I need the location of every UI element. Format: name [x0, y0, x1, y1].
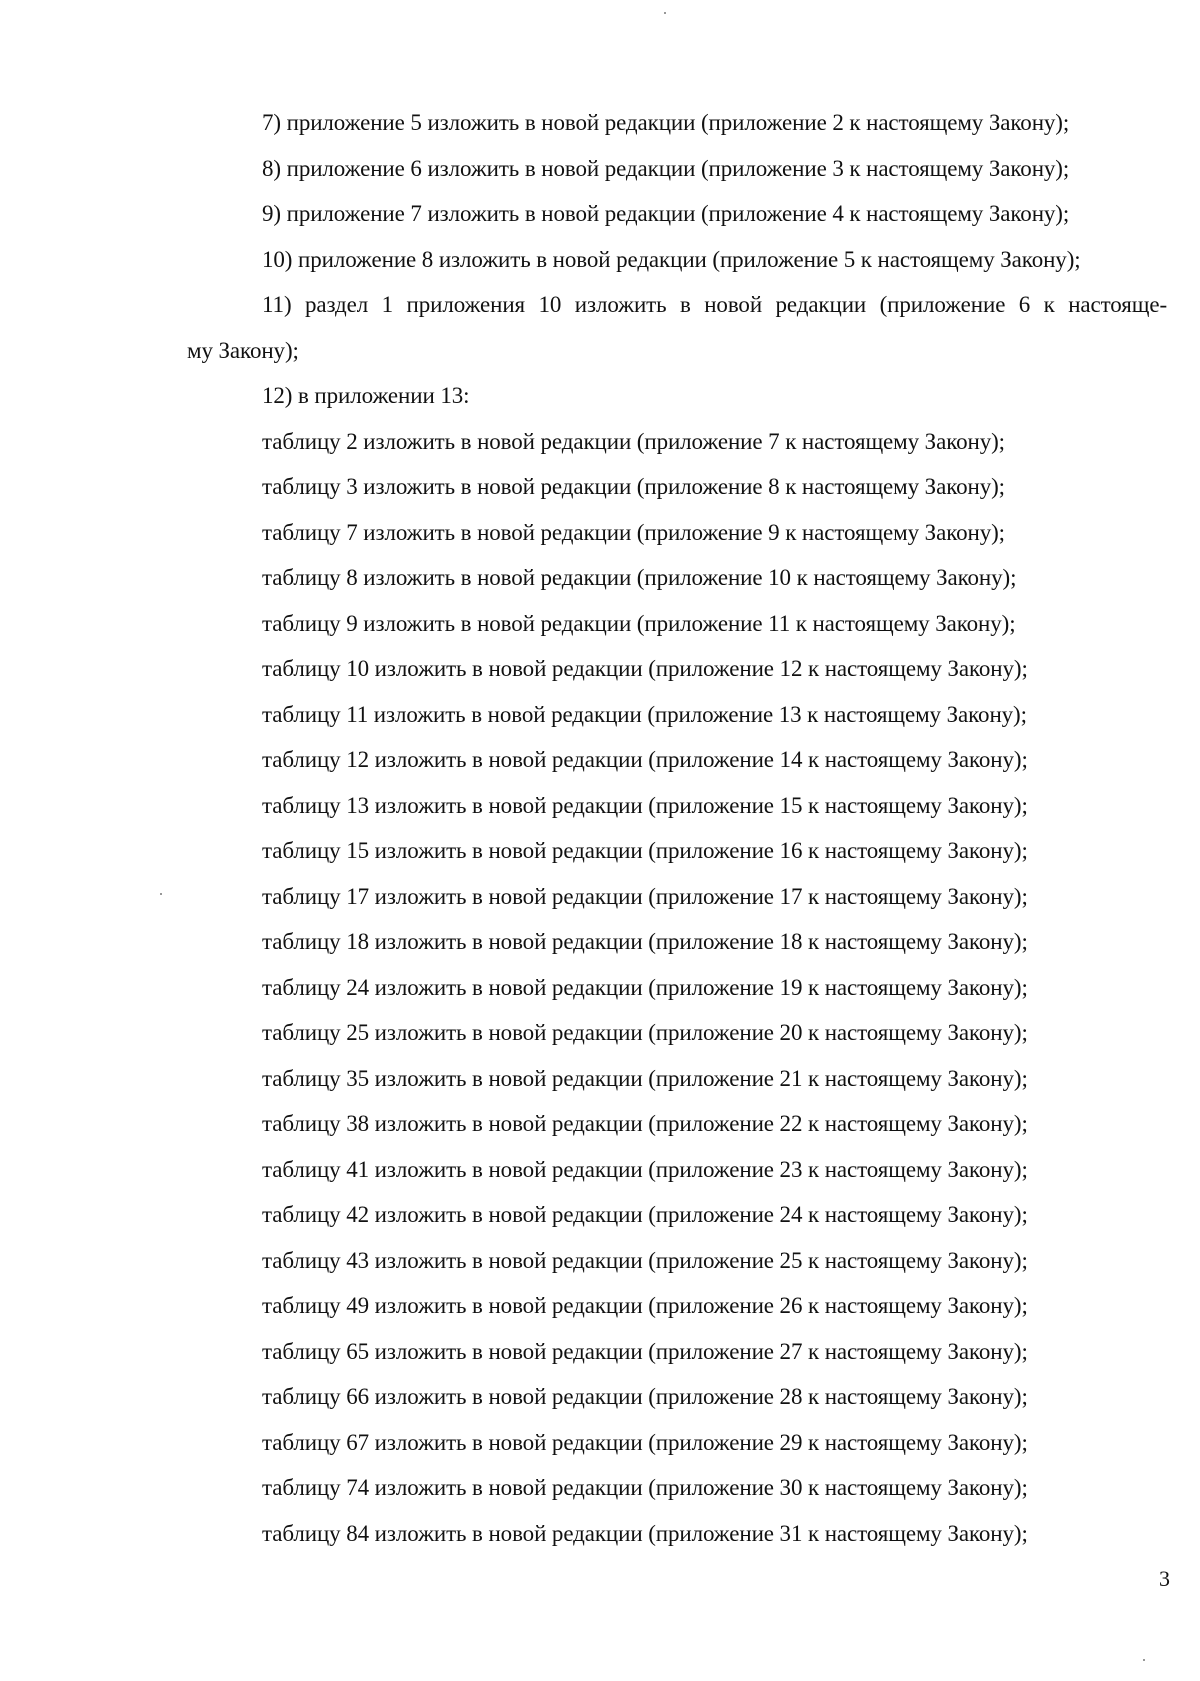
text-line: таблицу 67 изложить в новой редакции (приложение 29 к настоящему Закону); — [262, 1429, 1028, 1455]
text-line: таблицу 49 изложить в новой редакции (приложение 26 к настоящему Закону); — [262, 1293, 1028, 1318]
text-line: му Закону); — [187, 337, 299, 363]
text-line: таблицу 7 изложить в новой редакции (приложение 9 к настоящему Закону); — [262, 519, 1005, 545]
document-body — [187, 100, 1167, 1556]
text-line: таблицу 13 изложить в новой редакции (приложение 15 к настоящему Закону); — [262, 792, 1028, 818]
text-line: таблицу 2 изложить в новой редакции (приложение 7 к настоящему Закону); — [262, 428, 1005, 454]
text-line: таблицу 3 изложить в новой редакции (приложение 8 к настоящему Закону); — [262, 474, 1005, 499]
text-line: таблицу 41 изложить в новой редакции (приложение 23 к настоящему Закону); — [262, 1156, 1028, 1182]
text-line: 12) в приложении 13: — [262, 383, 470, 408]
text-line: таблицу 66 изложить в новой редакции (приложение 28 к настоящему Закону); — [262, 1384, 1028, 1409]
text-line: таблицу 11 изложить в новой редакции (приложение 13 к настоящему Закону); — [262, 701, 1027, 727]
text-line: таблицу 9 изложить в новой редакции (приложение 11 к настоящему Закону); — [262, 610, 1016, 636]
text-line: таблицу 35 изложить в новой редакции (приложение 21 к настоящему Закону); — [262, 1065, 1028, 1091]
text-line: таблицу 84 изложить в новой редакции (приложение 31 к настоящему Закону); — [262, 1520, 1028, 1546]
text-line: 7) приложение 5 изложить в новой редакции (приложение 2 к настоящему Закону); — [262, 110, 1070, 135]
text-line: таблицу 8 изложить в новой редакции (приложение 10 к настоящему Закону); — [262, 565, 1017, 590]
text-line: таблицу 74 изложить в новой редакции (приложение 30 к настоящему Закону); — [262, 1475, 1028, 1500]
scan-speck — [160, 893, 162, 895]
text-line: таблицу 65 изложить в новой редакции (приложение 27 к настоящему Закону); — [262, 1338, 1028, 1364]
text-line: таблицу 18 изложить в новой редакции (приложение 18 к настоящему Закону); — [262, 929, 1028, 954]
text-line: таблицу 38 изложить в новой редакции (приложение 22 к настоящему Закону); — [262, 1111, 1028, 1136]
text-line: 8) приложение 6 изложить в новой редакции (приложение 3 к настоящему Закону); — [262, 155, 1070, 181]
text-line: таблицу 24 изложить в новой редакции (приложение 19 к настоящему Закону); — [262, 974, 1028, 1000]
text-line: 11) раздел 1 приложения 10 изложить в новой редакции (приложение 6 к настояще- — [262, 292, 1167, 317]
text-line: 9) приложение 7 изложить в новой редакции (приложение 4 к настоящему Закону); — [262, 201, 1070, 226]
text-line: таблицу 43 изложить в новой редакции (приложение 25 к настоящему Закону); — [262, 1247, 1028, 1273]
text-line: таблицу 17 изложить в новой редакции (приложение 17 к настоящему Закону); — [262, 883, 1028, 909]
text-line: таблицу 12 изложить в новой редакции (приложение 14 к настоящему Закону); — [262, 747, 1028, 772]
text-line: 10) приложение 8 изложить в новой редакции (приложение 5 к настоящему Закону); — [262, 246, 1081, 272]
text-line: таблицу 42 изложить в новой редакции (приложение 24 к настоящему Закону); — [262, 1202, 1028, 1227]
page-number: 3 — [1159, 1566, 1170, 1591]
scan-speck — [664, 12, 666, 14]
text-line: таблицу 25 изложить в новой редакции (приложение 20 к настоящему Закону); — [262, 1020, 1028, 1045]
text-line: таблицу 15 изложить в новой редакции (приложение 16 к настоящему Закону); — [262, 838, 1028, 863]
text-line: таблицу 10 изложить в новой редакции (приложение 12 к настоящему Закону); — [262, 656, 1028, 681]
scan-speck — [1143, 1659, 1145, 1661]
